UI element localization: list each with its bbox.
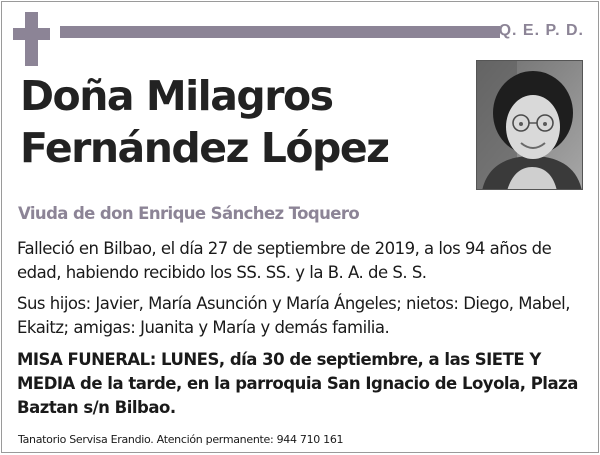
name-line-2: Fernández López (20, 124, 389, 172)
family-list: Sus hijos: Javier, María Asunción y María Ángeles; nietos: Diego, Mabel, Ekaitz; amigas: Juanita y María y demás familia. (17, 294, 571, 337)
portrait-photo (476, 60, 583, 190)
deceased-name (20, 70, 389, 174)
funeral-home-contact: Tanatorio Servisa Erandio. Atención permanente: 944 710 161 (18, 433, 344, 446)
obituary-card (1, 1, 599, 453)
death-notice: Falleció en Bilbao, el día 27 de septiembre de 2019, a los 94 años de edad, habiendo recibido los SS. SS. y la B. A. de S. S. (17, 239, 552, 282)
name-line-1: Doña Milagros (20, 72, 333, 120)
funeral-mass-notice: MISA FUNERAL: LUNES, día 30 de septiembre, a las SIETE Y MEDIA de la tarde, en la parroquia San Ignacio de Loyola, Plaza Baztan s/n Bilbao. (17, 350, 578, 417)
widow-of-line: Viuda de don Enrique Sánchez Toquero (18, 204, 360, 223)
header-rule (60, 26, 500, 38)
latin-cross-icon (13, 12, 50, 66)
qepd-badge: Q. E. P. D. (498, 22, 584, 39)
